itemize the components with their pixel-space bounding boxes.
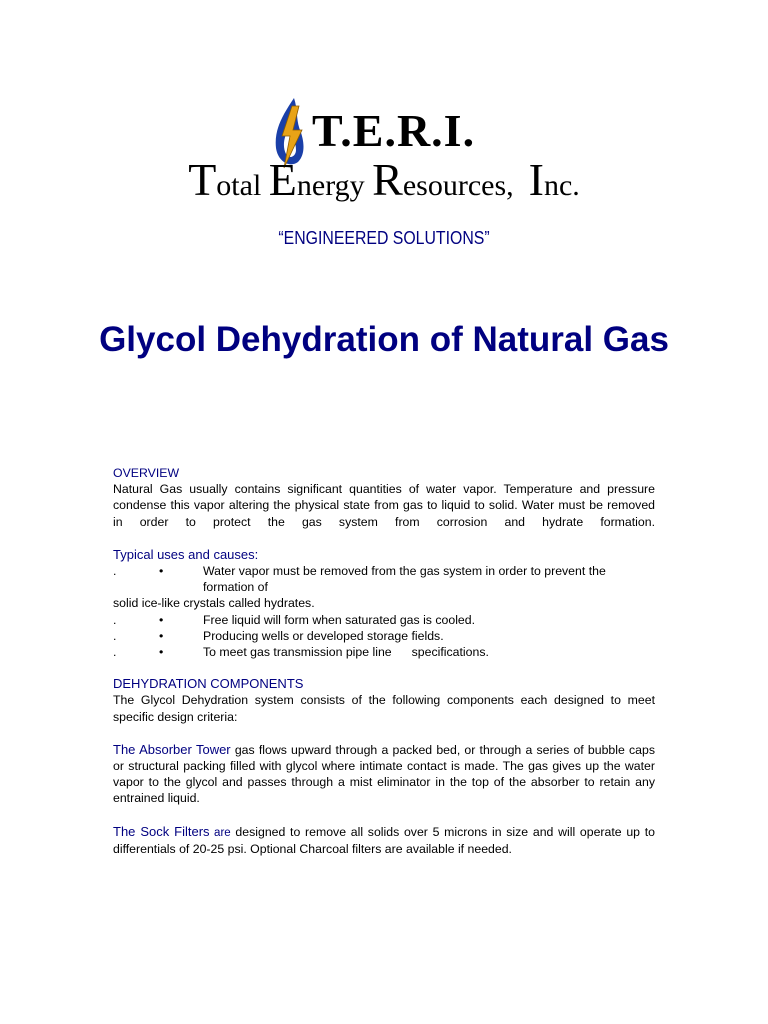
components-intro: The Glycol Dehydration system consists of the following components each designed to meet specific design criteria: — [113, 693, 655, 724]
overview-text: Natural Gas usually contains significant quantities of water vapor. Temperature and pressure condense this vapor altering the physical state from gas to liquid to solid. Water must be removed in order to protect the gas system from corrosion and hydrate formation. — [113, 482, 655, 529]
company-word-4: nc. — [543, 169, 580, 202]
sock-filters-lead: The Sock Filters — [113, 823, 210, 839]
bullet: • — [159, 564, 164, 579]
components-heading: DEHYDRATION COMPONENTS — [113, 676, 304, 692]
list-item: . • Free liquid will form when saturated gas is cooled. — [113, 612, 476, 627]
company-word-1-cap: T — [188, 154, 217, 205]
list-item-continuation: solid ice-like crystals called hydrates. — [113, 596, 315, 611]
typical-uses-heading: Typical uses and causes: — [113, 546, 259, 562]
company-word-3-cap: R — [372, 154, 403, 205]
company-name — [0, 154, 768, 205]
company-word-4-cap: I — [528, 154, 544, 205]
typical-uses-list — [113, 563, 655, 660]
absorber-paragraph: The Absorber Tower gas flows upward through a packed bed, or through a series of bubble caps or structural packing filled with glycol where intimate contact is made. The gas gives up the water vapor to the glycol and passes through a mist eliminator in the top of the absorber to retain any entrained liquid. — [113, 741, 655, 806]
list-item: . • Water vapor must be removed from the gas system in order to prevent the formation of — [113, 564, 606, 595]
list-item: . • Producing wells or developed storage fields. — [113, 628, 444, 643]
bullet: • — [159, 628, 164, 643]
sock-filters-paragraph: The Sock Filters are designed to remove all solids over 5 microns in size and will operate up to differentials of 20-25 psi. Optional Charcoal filters are available if needed. — [113, 823, 656, 856]
brand-name: T.E.R.I. — [312, 105, 476, 156]
overview-heading: OVERVIEW — [113, 466, 180, 480]
list-item: . • To meet gas transmission pipe line specifications. — [113, 645, 489, 660]
bullet: • — [159, 645, 164, 660]
company-word-2: nergy — [296, 169, 365, 202]
company-word-1: otal — [216, 169, 262, 202]
company-word-3: esources, — [402, 169, 514, 202]
absorber-lead: The Absorber Tower — [113, 741, 231, 757]
tagline: “ENGINEERED SOLUTIONS” — [278, 228, 490, 248]
document-title: Glycol Dehydration of Natural Gas — [99, 320, 669, 359]
bullet: • — [159, 612, 164, 627]
document-body — [113, 465, 655, 857]
company-word-2-cap: E — [268, 154, 297, 205]
